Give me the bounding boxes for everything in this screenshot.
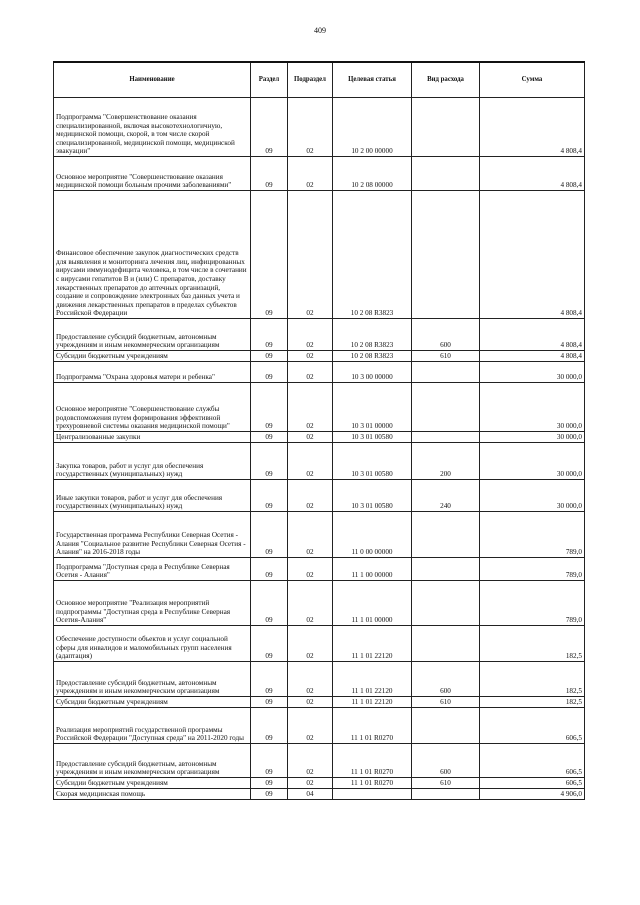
cell-vid	[412, 626, 480, 662]
table-row	[54, 708, 585, 744]
table-row	[54, 581, 585, 626]
cell-name: Предоставление субсидий бюджетным, автономным учреждениям и иным некоммерческим организациям	[54, 662, 251, 697]
cell-razdel: 09	[251, 443, 288, 480]
cell-podrazdel: 02	[288, 157, 333, 191]
cell-target: 11 1 01 22120	[333, 626, 412, 662]
cell-summa: 4 808,4	[480, 157, 585, 191]
cell-razdel: 09	[251, 581, 288, 626]
cell-razdel: 09	[251, 744, 288, 778]
cell-target: 11 0 00 00000	[333, 512, 412, 558]
cell-vid	[412, 362, 480, 383]
cell-razdel: 09	[251, 626, 288, 662]
cell-summa: 4 808,4	[480, 319, 585, 351]
cell-target: 10 3 01 00580	[333, 443, 412, 480]
cell-razdel: 09	[251, 662, 288, 697]
cell-vid: 610	[412, 697, 480, 708]
cell-summa: 606,5	[480, 744, 585, 778]
cell-razdel: 09	[251, 432, 288, 443]
page-number: 409	[314, 26, 326, 35]
cell-vid	[412, 789, 480, 800]
cell-vid: 610	[412, 351, 480, 362]
cell-podrazdel: 02	[288, 432, 333, 443]
cell-podrazdel: 02	[288, 697, 333, 708]
cell-name: Субсидии бюджетным учреждениям	[54, 697, 251, 708]
cell-vid	[412, 383, 480, 432]
cell-razdel: 09	[251, 480, 288, 512]
cell-name: Централизованные закупки	[54, 432, 251, 443]
cell-summa: 30 000,0	[480, 362, 585, 383]
cell-target: 11 1 00 00000	[333, 558, 412, 581]
cell-razdel: 09	[251, 191, 288, 319]
cell-summa: 30 000,0	[480, 443, 585, 480]
table-row	[54, 98, 585, 157]
table-row	[54, 626, 585, 662]
cell-name: Закупка товаров, работ и услуг для обеспечения государственных (муниципальных) нужд	[54, 443, 251, 480]
header-razdel: Раздел	[251, 62, 288, 98]
cell-vid: 240	[412, 480, 480, 512]
cell-podrazdel: 02	[288, 581, 333, 626]
header-summa: Сумма	[480, 62, 585, 98]
cell-podrazdel: 02	[288, 319, 333, 351]
cell-summa: 30 000,0	[480, 480, 585, 512]
cell-podrazdel: 02	[288, 480, 333, 512]
cell-vid	[412, 581, 480, 626]
cell-podrazdel: 02	[288, 351, 333, 362]
header-name: Наименование	[54, 62, 251, 98]
cell-target: 10 3 00 00000	[333, 362, 412, 383]
cell-name: Субсидии бюджетным учреждениям	[54, 778, 251, 789]
cell-summa: 789,0	[480, 558, 585, 581]
cell-name: Реализация мероприятий государственной программы Российской Федерации "Доступная среда" на 2011-2020 годы	[54, 708, 251, 744]
table-row	[54, 191, 585, 319]
cell-summa: 30 000,0	[480, 432, 585, 443]
cell-vid: 600	[412, 319, 480, 351]
table-row	[54, 512, 585, 558]
cell-target: 11 1 01 R0270	[333, 744, 412, 778]
table-row	[54, 778, 585, 789]
cell-razdel: 09	[251, 778, 288, 789]
cell-target: 10 2 08 R3823	[333, 319, 412, 351]
cell-name: Основное мероприятие "Реализация мероприятий подпрограммы "Доступная среда в Республике Северная Осетия-Алания"	[54, 581, 251, 626]
cell-summa: 4 808,4	[480, 191, 585, 319]
cell-target: 10 3 01 00580	[333, 432, 412, 443]
table-row	[54, 362, 585, 383]
cell-vid	[412, 708, 480, 744]
cell-summa: 182,5	[480, 697, 585, 708]
cell-razdel: 09	[251, 697, 288, 708]
cell-summa: 4 906,0	[480, 789, 585, 800]
table-row	[54, 662, 585, 697]
cell-summa: 4 808,4	[480, 351, 585, 362]
cell-vid: 200	[412, 443, 480, 480]
cell-target	[333, 789, 412, 800]
table-row	[54, 789, 585, 800]
cell-razdel: 09	[251, 708, 288, 744]
table-row	[54, 432, 585, 443]
cell-podrazdel: 02	[288, 778, 333, 789]
cell-podrazdel: 02	[288, 383, 333, 432]
cell-name: Основное мероприятие "Совершенствование оказания медицинской помощи больным прочими заболеваниями"	[54, 157, 251, 191]
cell-target: 10 2 08 R3823	[333, 351, 412, 362]
cell-name: Субсидии бюджетным учреждениям	[54, 351, 251, 362]
cell-podrazdel: 02	[288, 512, 333, 558]
cell-podrazdel: 04	[288, 789, 333, 800]
table-row	[54, 443, 585, 480]
cell-razdel: 09	[251, 351, 288, 362]
cell-podrazdel: 02	[288, 443, 333, 480]
table-row	[54, 744, 585, 778]
cell-name: Основное мероприятие "Совершенствование службы родовспоможения путем формирования эффективной трехуровневой системы оказания медицинской помощи"	[54, 383, 251, 432]
cell-name: Государственная программа Республики Северная Осетия - Алания "Социальное развитие Республики Северная Осетия - Алания" на 2016-2018 годы	[54, 512, 251, 558]
table-row	[54, 157, 585, 191]
cell-target: 10 2 00 00000	[333, 98, 412, 157]
cell-summa: 789,0	[480, 512, 585, 558]
cell-name: Подпрограмма "Охрана здоровья матери и ребенка"	[54, 362, 251, 383]
cell-razdel: 09	[251, 157, 288, 191]
cell-summa: 4 808,4	[480, 98, 585, 157]
table-header-row	[54, 62, 585, 98]
cell-summa: 789,0	[480, 581, 585, 626]
cell-podrazdel: 02	[288, 558, 333, 581]
header-vid: Вид расхода	[412, 62, 480, 98]
table-row	[54, 319, 585, 351]
cell-podrazdel: 02	[288, 744, 333, 778]
table-row	[54, 558, 585, 581]
cell-podrazdel: 02	[288, 362, 333, 383]
cell-summa: 606,5	[480, 778, 585, 789]
cell-target: 11 1 01 R0270	[333, 708, 412, 744]
cell-vid	[412, 558, 480, 581]
cell-vid: 610	[412, 778, 480, 789]
cell-vid	[412, 98, 480, 157]
cell-target: 11 1 01 22120	[333, 697, 412, 708]
cell-vid	[412, 432, 480, 443]
cell-razdel: 09	[251, 319, 288, 351]
header-podrazdel: Подраздел	[288, 62, 333, 98]
cell-vid: 600	[412, 744, 480, 778]
cell-name: Финансовое обеспечение закупок диагностических средств для выявления и мониторинга лечения лиц, инфицированных вирусами иммунодефицита человека, в том числе в сочетании с вирусами гепатитов B и (или) C препаратов, доставку лекарственных препаратов до аптечных организаций, создание и сопровождение электронных баз данных учета и движения лекарственных препаратов в пределах субъектов Российской Федерации	[54, 191, 251, 319]
cell-target: 11 1 01 22120	[333, 662, 412, 697]
cell-podrazdel: 02	[288, 626, 333, 662]
cell-vid	[412, 191, 480, 319]
cell-name: Подпрограмма "Совершенствование оказания специализированной, включая высокотехнологичную, медицинской помощи, скорой, в том числе скорой специализированной, медицинской помощи, медицинской эвакуации"	[54, 98, 251, 157]
cell-summa: 182,5	[480, 626, 585, 662]
cell-target: 10 3 01 00000	[333, 383, 412, 432]
cell-name: Иные закупки товаров, работ и услуг для обеспечения государственных (муниципальных) нужд	[54, 480, 251, 512]
cell-name: Обеспечение доступности объектов и услуг социальной сферы для инвалидов и маломобильных групп населения (адаптация)	[54, 626, 251, 662]
table-row	[54, 480, 585, 512]
cell-name: Подпрограмма "Доступная среда в Республике Северная Осетия - Алания"	[54, 558, 251, 581]
budget-table	[53, 61, 585, 800]
cell-razdel: 09	[251, 362, 288, 383]
cell-summa: 30 000,0	[480, 383, 585, 432]
cell-summa: 182,5	[480, 662, 585, 697]
cell-target: 11 1 01 00000	[333, 581, 412, 626]
cell-podrazdel: 02	[288, 662, 333, 697]
cell-razdel: 09	[251, 789, 288, 800]
cell-podrazdel: 02	[288, 98, 333, 157]
cell-name: Скорая медицинская помощь	[54, 789, 251, 800]
cell-target: 10 3 01 00580	[333, 480, 412, 512]
table-row	[54, 351, 585, 362]
table-row	[54, 383, 585, 432]
table-row	[54, 697, 585, 708]
header-target: Целевая статья	[333, 62, 412, 98]
cell-name: Предоставление субсидий бюджетным, автономным учреждениям и иным некоммерческим организациям	[54, 319, 251, 351]
cell-podrazdel: 02	[288, 708, 333, 744]
cell-vid: 600	[412, 662, 480, 697]
cell-name: Предоставление субсидий бюджетным, автономным учреждениям и иным некоммерческим организациям	[54, 744, 251, 778]
cell-target: 10 2 08 R3823	[333, 191, 412, 319]
cell-vid	[412, 157, 480, 191]
cell-razdel: 09	[251, 558, 288, 581]
cell-razdel: 09	[251, 512, 288, 558]
cell-vid	[412, 512, 480, 558]
cell-target: 10 2 08 00000	[333, 157, 412, 191]
cell-target: 11 1 01 R0270	[333, 778, 412, 789]
cell-razdel: 09	[251, 383, 288, 432]
cell-podrazdel: 02	[288, 191, 333, 319]
cell-razdel: 09	[251, 98, 288, 157]
cell-summa: 606,5	[480, 708, 585, 744]
